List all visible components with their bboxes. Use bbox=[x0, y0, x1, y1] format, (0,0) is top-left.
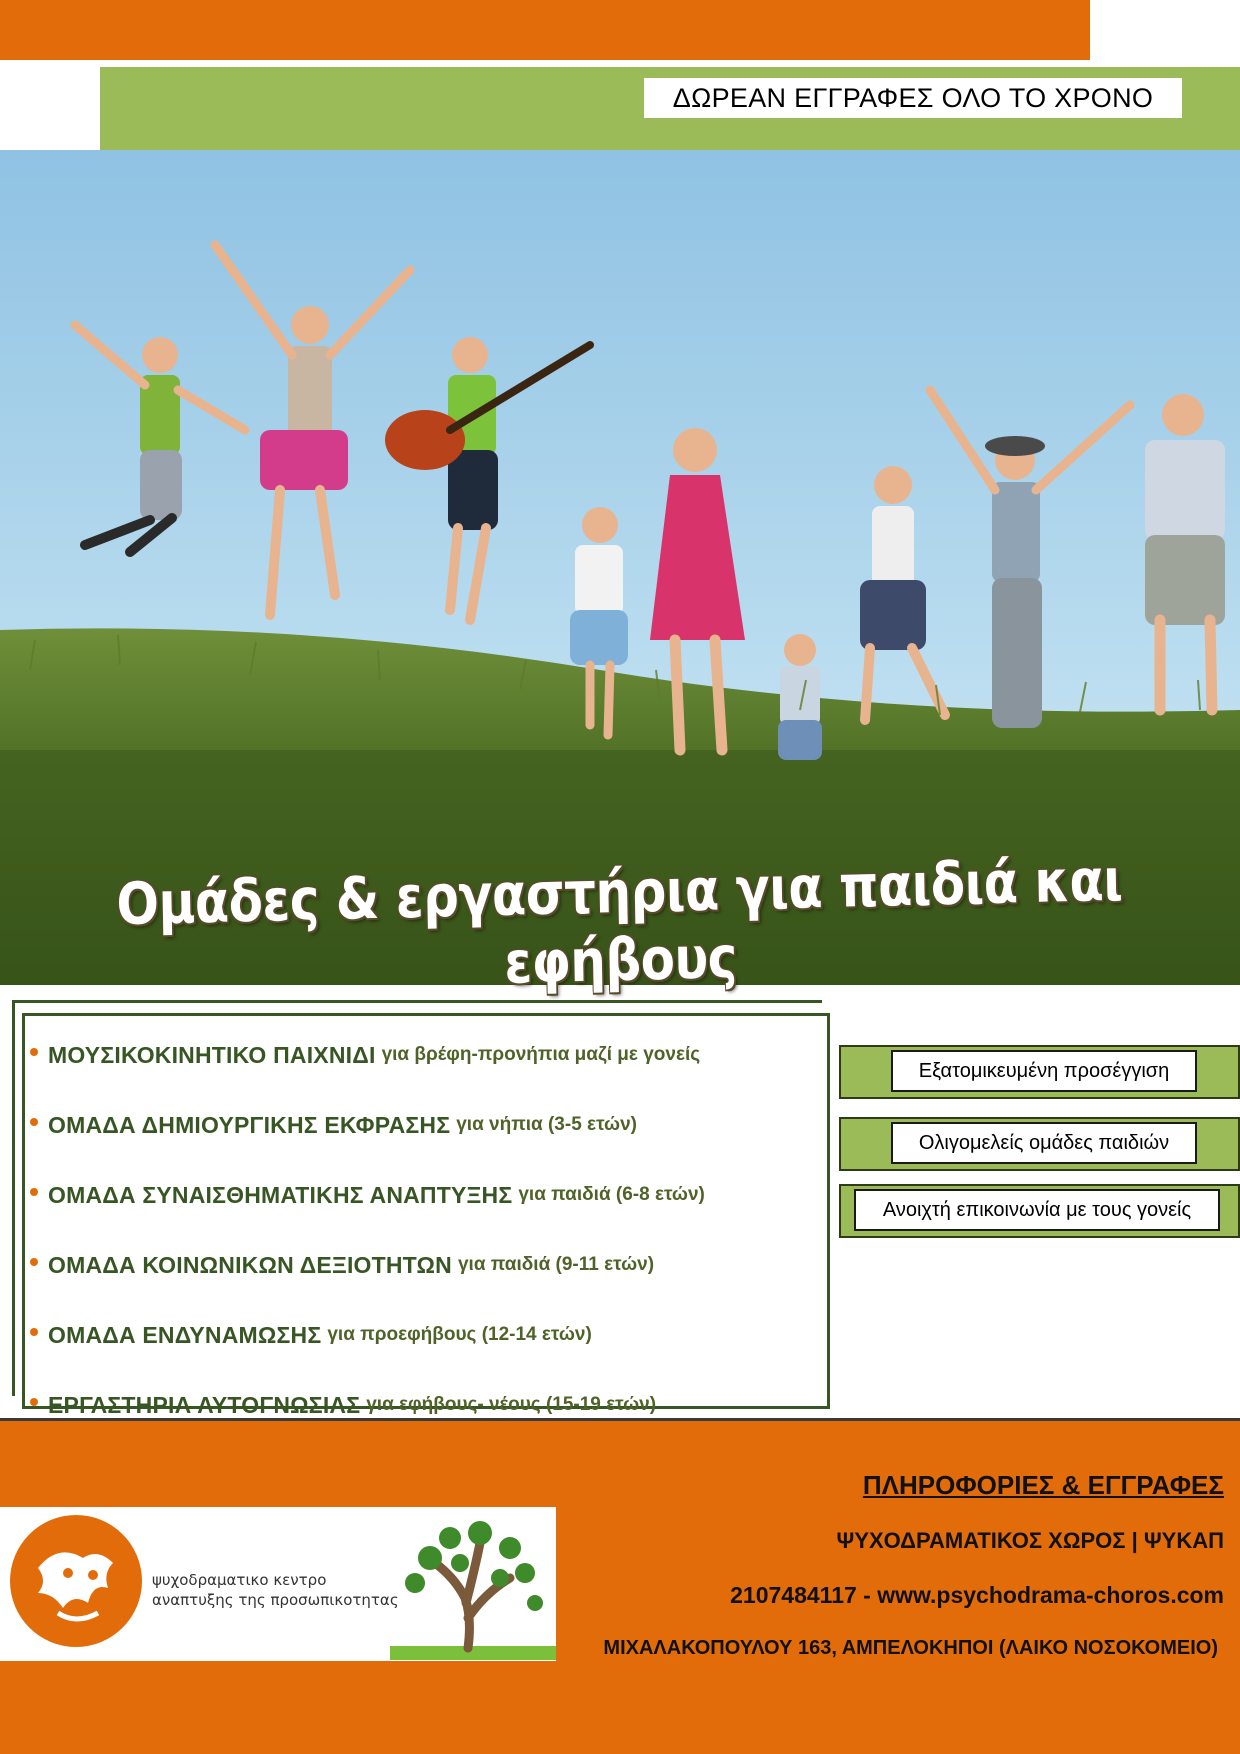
program-desc: για παιδιά (9-11 ετών) bbox=[457, 1254, 655, 1275]
info-title: ΠΛΗΡΟΦΟΡΙΕΣ & ΕΓΓΡΑΦΕΣ bbox=[862, 1470, 1224, 1500]
program-name: ΟΜΑΔΑ ΣΥΝΑΙΣΘΗΜΑΤΙΚΗΣ ΑΝΑΠΤΥΞΗΣ bbox=[48, 1181, 513, 1208]
feature-label: Εξατομικευμένη προσέγγιση bbox=[891, 1050, 1197, 1092]
bullet-dot-icon bbox=[30, 1398, 38, 1406]
feature-parent-communication bbox=[839, 1184, 1240, 1238]
program-desc: για εφήβους- νέους (15-19 ετών) bbox=[366, 1394, 657, 1415]
program-item bbox=[30, 1090, 830, 1160]
free-registration-banner: ΔΩΡΕΑΝ ΕΓΓΡΑΦΕΣ ΟΛΟ ΤΟ ΧΡΟΝΟ bbox=[644, 78, 1182, 118]
program-name: ΟΜΑΔΑ ΕΝΔΥΝΑΜΩΣΗΣ bbox=[48, 1321, 322, 1348]
info-phone-website[interactable]: 2107484117 - www.psychodrama-choros.com bbox=[730, 1582, 1224, 1608]
info-address: ΜΙΧΑΛΑΚΟΠΟΥΛΟΥ 163, ΑΜΠΕΛΟΚΗΠΟΙ (ΛΑΙΚΟ ΝΟΣΟΚΟΜΕΙΟ) bbox=[603, 1637, 1218, 1659]
info-organization: ΨΥΧΟΔΡΑΜΑΤΙΚΟΣ ΧΩΡΟΣ | ΨΥΚΑΠ bbox=[836, 1528, 1224, 1553]
feature-individualized bbox=[839, 1045, 1240, 1099]
program-desc: για νήπια (3-5 ετών) bbox=[456, 1114, 637, 1135]
program-item bbox=[30, 1300, 830, 1370]
bullet-dot-icon bbox=[30, 1048, 38, 1056]
headline-title: Ομάδες & εργαστήρια για παιδιά και εφήβους bbox=[115, 845, 1123, 997]
feature-label: Ανοιχτή επικοινωνία με τους γονείς bbox=[854, 1189, 1220, 1231]
bullet-dot-icon bbox=[30, 1188, 38, 1196]
program-name: ΜΟΥΣΙΚΟΚΙΝΗΤΙΚΟ ΠΑΙΧΝΙΔΙ bbox=[48, 1041, 376, 1068]
tree-icon bbox=[390, 1508, 556, 1660]
program-item bbox=[30, 1160, 830, 1230]
program-item bbox=[30, 1230, 830, 1300]
top-orange-bar bbox=[0, 0, 1090, 60]
top-white-strip bbox=[0, 60, 100, 150]
bullet-dot-icon bbox=[30, 1258, 38, 1266]
bullet-dot-icon bbox=[30, 1118, 38, 1126]
program-name: ΟΜΑΔΑ ΔΗΜΙΟΥΡΓΙΚΗΣ ΕΚΦΡΑΣΗΣ bbox=[48, 1111, 451, 1138]
feature-small-groups bbox=[839, 1117, 1240, 1171]
logo-line-2: αναπτυξης της προσωπικοτητας bbox=[152, 1591, 399, 1609]
program-name: ΟΜΑΔΑ ΚΟΙΝΩΝΙΚΩΝ ΔΕΞΙΟΤΗΤΩΝ bbox=[48, 1251, 452, 1278]
program-item bbox=[30, 1020, 830, 1090]
feature-label: Ολιγομελείς ομάδες παιδιών bbox=[891, 1122, 1197, 1164]
program-list bbox=[30, 1020, 830, 1440]
program-desc: για προεφήβους (12-14 ετών) bbox=[327, 1324, 592, 1345]
logo-text bbox=[152, 1570, 399, 1610]
psychodrama-logo-icon bbox=[8, 1513, 144, 1649]
program-desc: για παιδιά (6-8 ετών) bbox=[518, 1184, 705, 1205]
program-name: ΕΡΓΑΣΤΗΡΙΑ ΑΥΤΟΓΝΩΣΙΑΣ bbox=[48, 1391, 361, 1418]
program-desc: για βρέφη-προνήπια μαζί με γονείς bbox=[381, 1044, 701, 1065]
bullet-dot-icon bbox=[30, 1328, 38, 1336]
logo-line-1: ψυχοδραματικο κεντρο bbox=[152, 1571, 327, 1589]
